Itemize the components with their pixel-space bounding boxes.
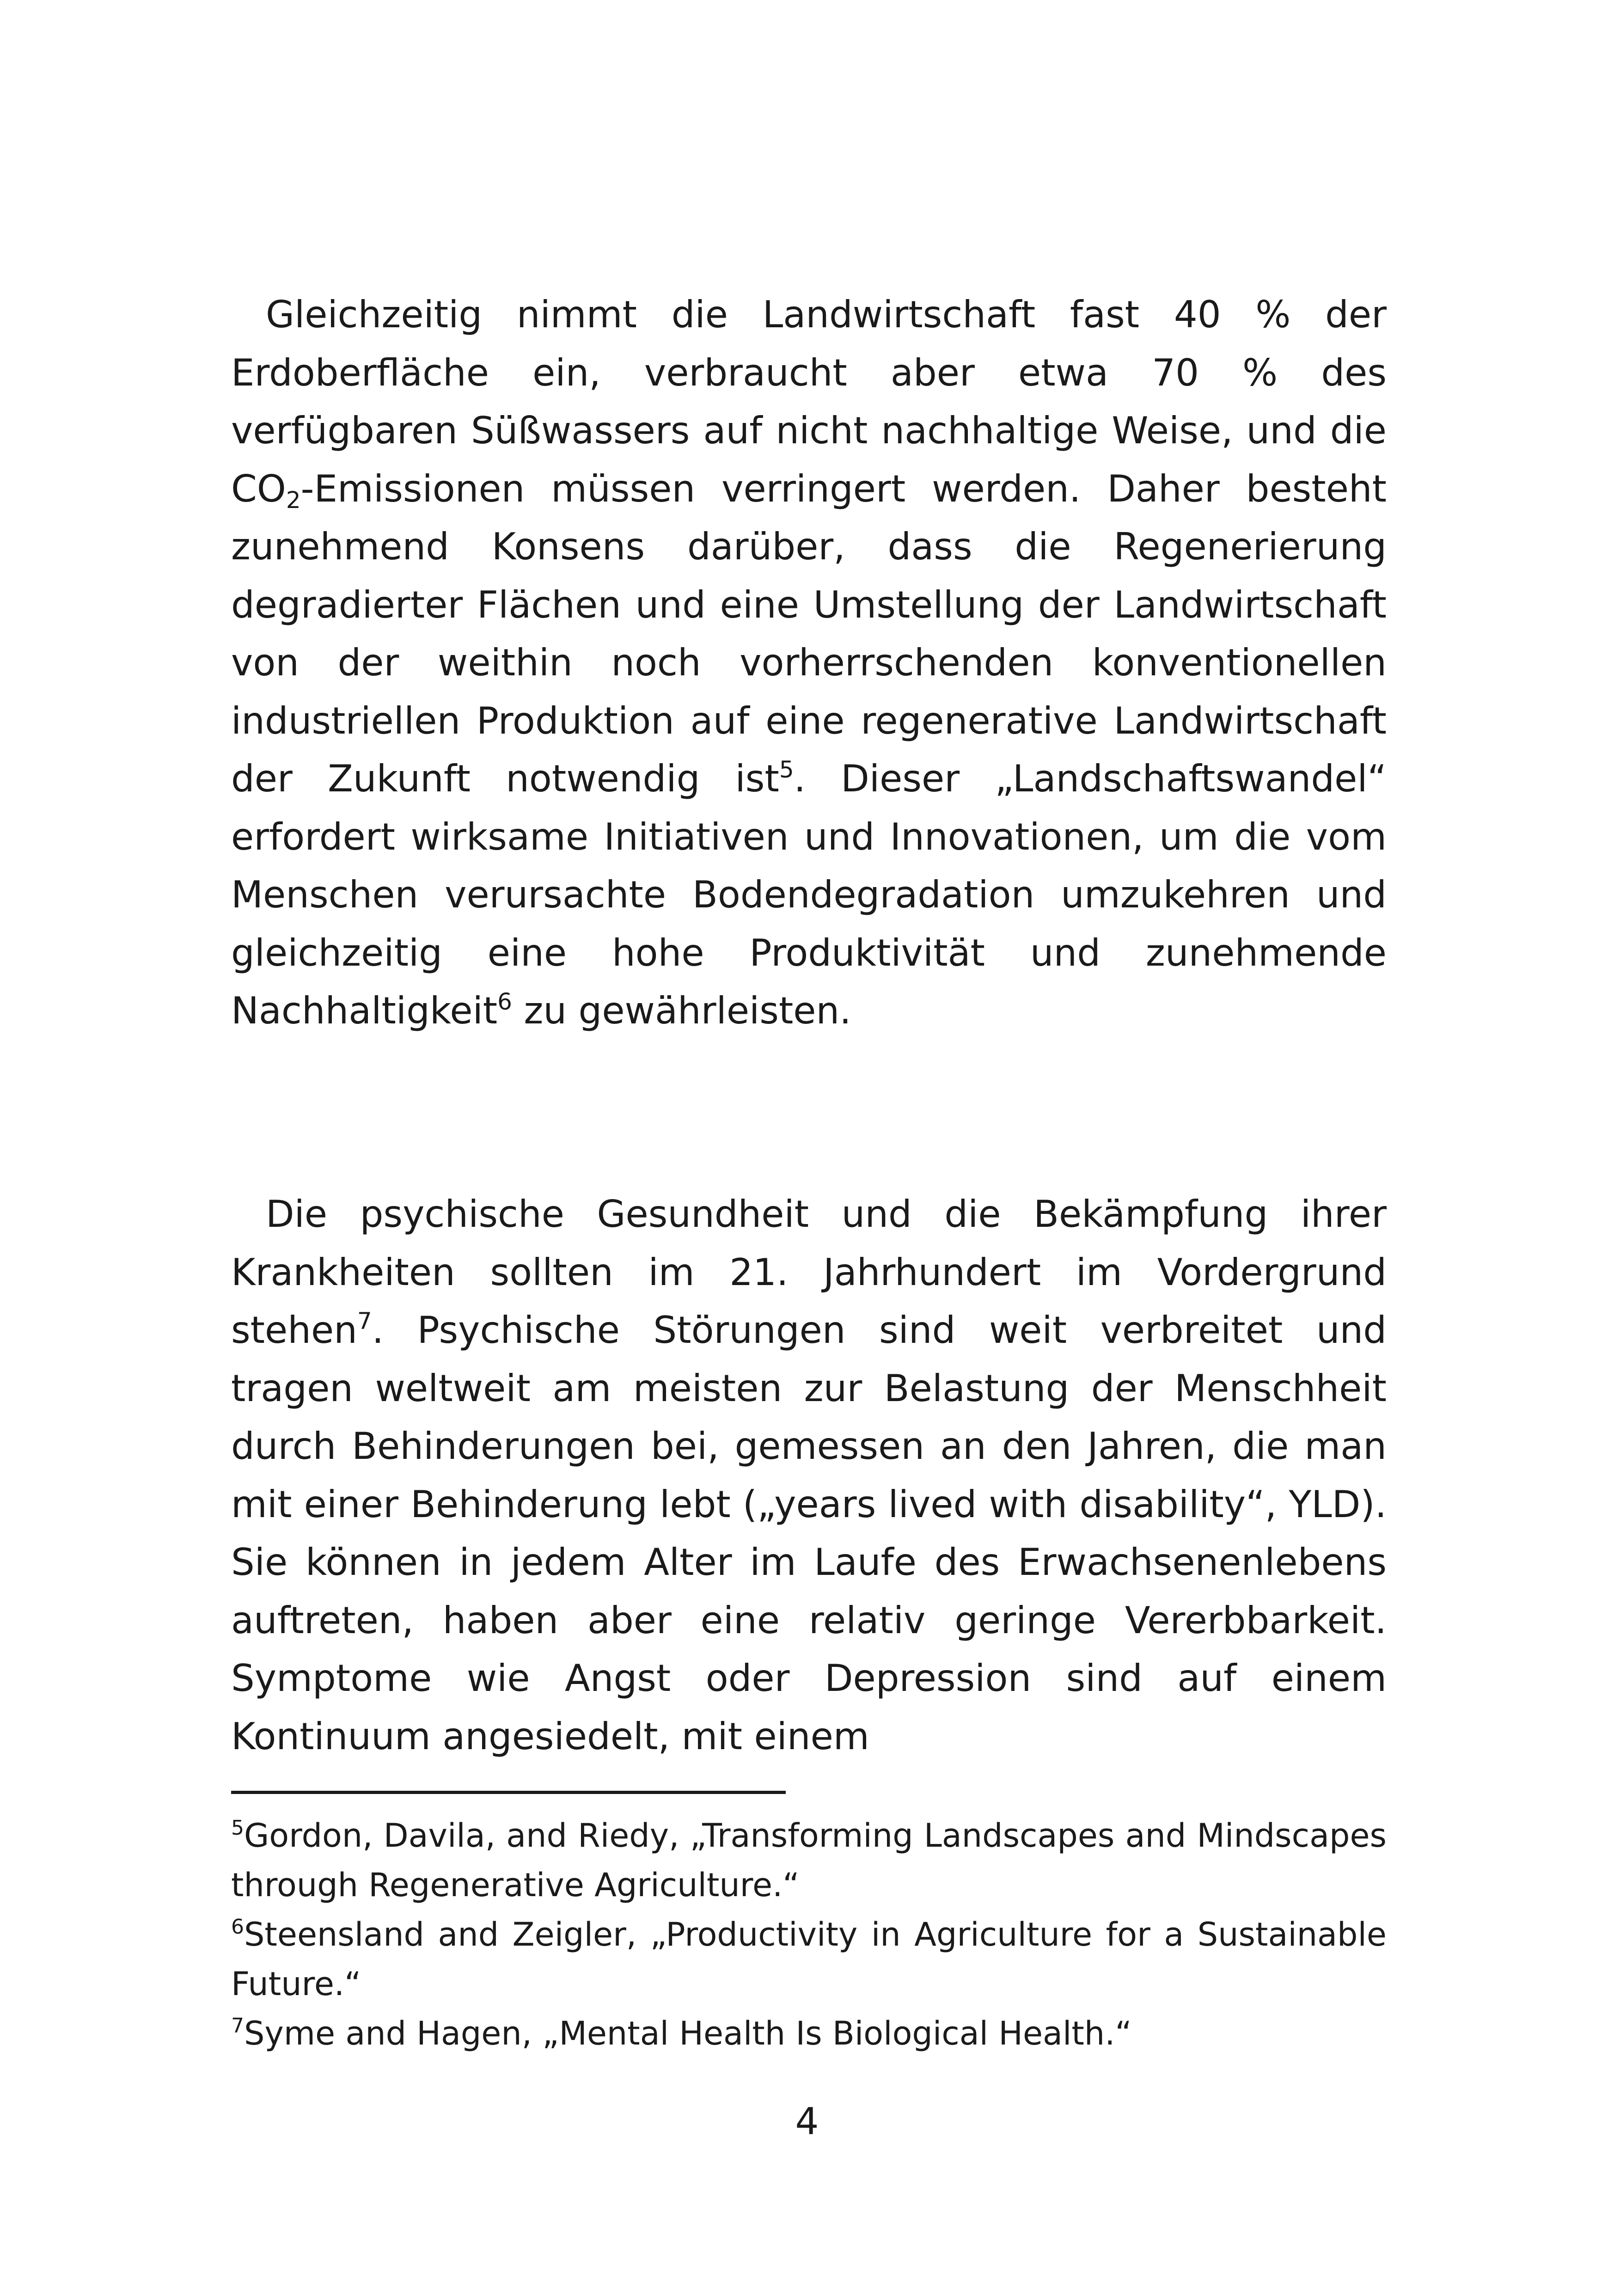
footnotes-section [231,1811,1387,2058]
co2-subscript: 2 [286,486,301,514]
footnote-number: 7 [231,2014,244,2038]
footnote-text: Gordon, Davila, and Riedy, „Transforming Landscapes and Mindscapes through Regenerative Agriculture.“ [231,1817,1387,1904]
paragraph-1-text-a: Gleichzeitig nimmt die Landwirtschaft fast 40 % der Erdoberfläche ein, verbraucht aber etwa 70 % des verfügbaren Süßwassers auf nicht nachhaltige Weise, und die CO [231,293,1387,510]
paragraph-1-text-d: zu gewährleisten. [512,989,851,1032]
paragraph-1-text-c: . Dieser „Landschaftswandel“ erfordert wirksame Initiativen und Innovationen, um die vom Menschen verursachte Bodendegradation umzukehren und gleichzeitig eine hohe Produktivität und zunehmende Nachhaltigkeit [231,757,1387,1032]
footnote-ref-7[interactable]: 7 [357,1308,372,1335]
paragraph-2-text-b: . Psychische Störungen sind weit verbreitet und tragen weltweit am meisten zur Belastung der Menschheit durch Behinderungen bei, gemessen an den Jahren, die man mit einer Behinderung lebt („years lived with disability“, YLD). Sie können in jedem Alter im Laufe des Erwachsenenlebens auftreten, haben aber eine relativ geringe Vererbbarkeit. Symptome wie Angst oder Depression sind auf einem Kontinuum angesiedelt, mit einem [231,1309,1387,1758]
paragraph-1-text-b: -Emissionen müssen verringert werden. Daher besteht zunehmend Konsens darüber, dass die Regenerierung degradierter Flächen und eine Umstellung der Landwirtschaft von der weithin noch vorherrschenden konventionellen industriellen Produktion auf eine regenerative Landwirtschaft der Zukunft notwendig ist [231,467,1387,800]
footnote-text: Syme and Hagen, „Mental Health Is Biological Health.“ [244,2014,1132,2052]
footnote-number: 5 [231,1816,244,1840]
footnote-ref-6[interactable]: 6 [497,988,512,1015]
footnote-text: Steensland and Zeigler, „Productivity in Agriculture for a Sustainable Future.“ [231,1916,1387,2003]
footnote-number: 6 [231,1915,244,1939]
footnote-divider [231,1791,786,1794]
footnote-7 [231,2009,1387,2058]
page-number: 4 [795,2100,819,2143]
footnote-6 [231,1910,1387,2009]
footnote-ref-5[interactable]: 5 [779,756,794,783]
body-paragraph-1 [231,286,1387,1040]
body-paragraph-2 [231,1185,1387,1765]
paragraph-2-text-a: Die psychische Gesundheit und die Bekämpfung ihrer Krankheiten sollten im 21. Jahrhundert im Vordergrund stehen [231,1193,1387,1352]
footnote-5 [231,1811,1387,1910]
